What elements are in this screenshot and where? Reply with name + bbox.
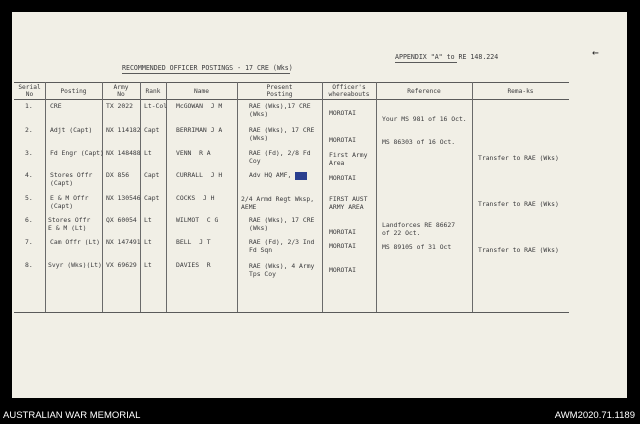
cell-posting: Fd Engr (Capt) [50, 149, 104, 157]
cell-whereabouts: MOROTAI [329, 228, 356, 236]
cell-name: VENN R A [176, 149, 211, 157]
header-present-posting: Present Posting [266, 84, 293, 98]
cell-serial: 6. [25, 216, 33, 224]
cell-serial: 7. [25, 238, 33, 246]
cell-reference: Your MS 981 of 16 Oct. [382, 115, 467, 123]
table-bottom-rule [14, 312, 569, 313]
header-posting: Posting [60, 88, 87, 95]
cell-rank: Lt [144, 238, 152, 246]
col-rule [102, 82, 103, 312]
cell-present-posting [249, 172, 307, 180]
cell-rank: Capt [144, 126, 160, 134]
cell-army-no: NX 148488 [106, 149, 141, 157]
cell-name: BERRIMAN J A [176, 126, 223, 134]
header-army-no: Army No [113, 84, 129, 98]
header-rule [14, 99, 569, 100]
cell-army-no: DX 856 [106, 171, 130, 179]
cell-name: McGOWAN J M [176, 102, 223, 110]
cell-posting: Stores Offr E & M (Lt) [48, 216, 91, 232]
appendix-label: APPENDIX "A" to RE 148.224 [395, 53, 499, 61]
cell-rank: Lt-Col [144, 102, 168, 110]
cell-serial: 3. [25, 149, 33, 157]
cell-rank: Lt [144, 149, 152, 157]
cell-name: COCKS J H [176, 194, 215, 202]
cell-serial: 5. [25, 194, 33, 202]
cell-army-no: VX 69629 [106, 261, 137, 269]
redaction-mark: RAE [295, 171, 307, 179]
cell-reference: MS 86303 of 16 Oct. [382, 138, 456, 146]
cell-rank: Capt [144, 194, 160, 202]
cell-present-posting: RAE (Wks),17 CRE (Wks) [249, 102, 311, 118]
present-text: Adv HQ AMF, [249, 171, 296, 179]
header-serial: Serial No [18, 84, 41, 98]
cell-whereabouts: FIRST AUST ARMY AREA [329, 195, 368, 211]
cell-remarks: Transfer to RAE (Wks) [478, 154, 559, 162]
header-whereabouts: Officer's whereabouts [328, 84, 370, 98]
cell-name: DAVIES R [176, 261, 211, 269]
col-rule [322, 82, 323, 312]
col-rule [237, 82, 238, 312]
cell-posting: Cam Offr (Lt) [50, 238, 101, 246]
cell-present-posting: RAE (Wks), 17 CRE (Wks) [249, 126, 315, 142]
cell-rank: Lt [144, 261, 152, 269]
document-title: RECOMMENDED OFFICER POSTINGS - 17 CRE (Wks) [122, 64, 293, 72]
cell-army-no: QX 60054 [106, 216, 137, 224]
cell-serial: 4. [25, 171, 33, 179]
col-rule [166, 82, 167, 312]
cell-army-no: NX 147491 [106, 238, 141, 246]
cell-present-posting: RAE (Wks), 17 CRE (Wks) [249, 216, 315, 232]
cell-present-posting: RAE (Fd), 2/3 Ind Fd Sqn [249, 238, 315, 254]
header-remarks: Rema-ks [507, 88, 534, 95]
cell-rank: Lt [144, 216, 152, 224]
cell-whereabouts: MOROTAI [329, 109, 356, 117]
cell-serial: 2. [25, 126, 33, 134]
cell-name: BELL J T [176, 238, 211, 246]
cell-present-posting: RAE (Fd), 2/8 Fd Coy [249, 149, 311, 165]
cell-present-posting: RAE (Wks), 4 Army Tps Coy [249, 262, 315, 278]
table-top-rule [14, 82, 569, 83]
col-rule [45, 82, 46, 312]
cell-posting: Stores Offr (Capt) [50, 171, 93, 187]
cell-whereabouts: MOROTAI [329, 242, 356, 250]
header-reference: Reference [407, 88, 441, 95]
margin-mark: ← [592, 46, 599, 59]
cell-remarks: Transfer to RAE (Wks) [478, 200, 559, 208]
cell-whereabouts: First Army Area [329, 151, 368, 167]
header-rank: Rank [145, 88, 161, 95]
cell-reference: MS 89105 of 31 Oct [382, 243, 452, 251]
cell-present-posting: 2/4 Armd Regt Wksp, AEME [241, 195, 315, 211]
col-rule [376, 82, 377, 312]
col-rule [472, 82, 473, 312]
cell-army-no: NX 114182 [106, 126, 141, 134]
cell-serial: 8. [25, 261, 33, 269]
cell-posting: Adjt (Capt) [50, 126, 93, 134]
cell-name: CURRALL J H [176, 171, 223, 179]
cell-rank: Capt [144, 171, 160, 179]
cell-whereabouts: MOROTAI [329, 174, 356, 182]
cell-whereabouts: MOROTAI [329, 136, 356, 144]
cell-army-no: TX 2022 [106, 102, 133, 110]
footer-institution: AUSTRALIAN WAR MEMORIAL [3, 410, 141, 421]
cell-whereabouts: MOROTAI [329, 266, 356, 274]
title-underline [122, 73, 290, 74]
header-name: Name [194, 88, 209, 95]
footer-accession-number: AWM2020.71.1189 [554, 410, 635, 421]
cell-posting: CRE [50, 102, 62, 110]
cell-name: WILMOT C G [176, 216, 219, 224]
cell-posting: E & M Offr (Capt) [50, 194, 89, 210]
cell-posting: Svyr (Wks)(Lt) [48, 261, 102, 269]
cell-remarks: Transfer to RAE (Wks) [478, 246, 559, 254]
cell-serial: 1. [25, 102, 33, 110]
appendix-underline [395, 62, 457, 63]
cell-reference: Landforces RE 86627 of 22 Oct. [382, 221, 456, 237]
cell-army-no: NX 130546 [106, 194, 141, 202]
